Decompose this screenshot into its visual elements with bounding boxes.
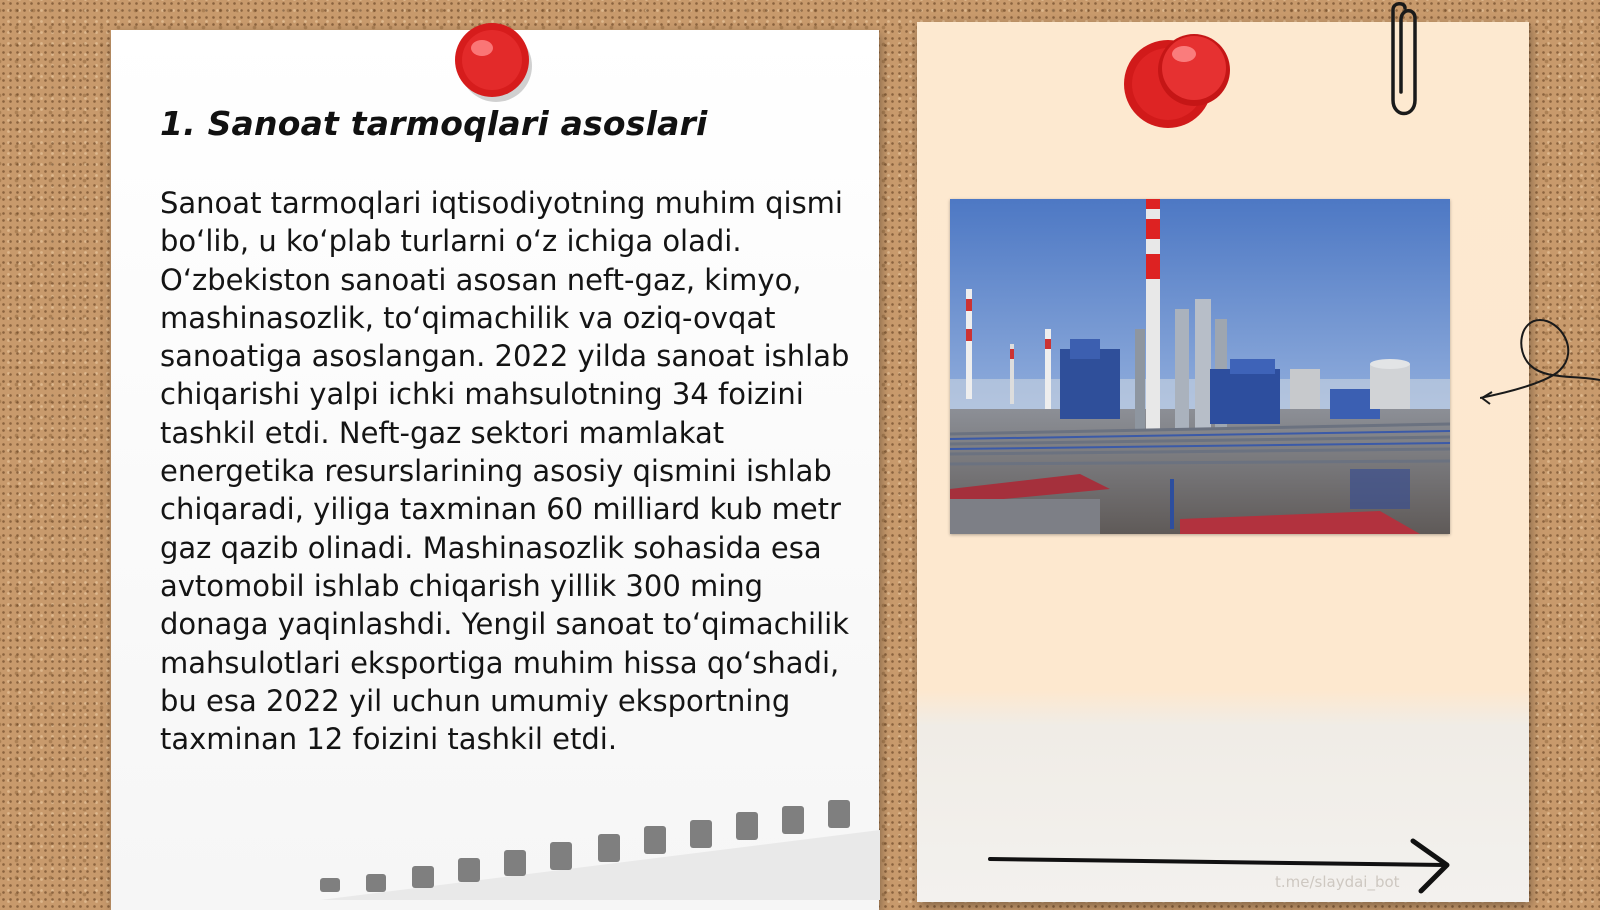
watermark-text: t.me/slaydai_bot: [1275, 873, 1400, 891]
push-pin-icon: [1120, 30, 1240, 134]
refinery-photo: [950, 199, 1450, 534]
slide-body-text: Sanoat tarmoqlari iqtisodiyotning muhim qismi bo‘lib, u ko‘plab turlarni o‘z ichiga oladi. O‘zbekiston sanoati asosan neft-gaz, kimyo, mashinasozlik, to‘qimachilik va oziq-ovqat sanoatiga asoslangan. 2022 yilda sanoat ishlab chiqarishi yalpi ichki mahsulotning 34 foizini tashkil etdi. Neft-gaz sektori mamlakat energetika resurslarining asosiy qismini ishlab chiqaradi, yiliga taxminan 60 milliard kub metr gaz qazib olinadi. Mashinasozlik sohasida esa avtomobil ishlab chiqarish yillik 300 ming donaga yaqinlashdi. Yengil sanoat to‘qimachilik mahsulotlari eksportiga muhim hissa qo‘shadi, bu esa 2022 yil uchun umumiy eksportning taxminan 12 foizini tashkil etdi.: [160, 186, 850, 757]
doodle-loop-icon: [1480, 310, 1600, 410]
paper-clip-icon: [1375, 0, 1425, 130]
torn-edge-decoration: [320, 800, 880, 900]
push-pin-icon: [452, 20, 536, 104]
slide-title: 1. Sanoat tarmoqlari asoslari: [160, 104, 708, 143]
